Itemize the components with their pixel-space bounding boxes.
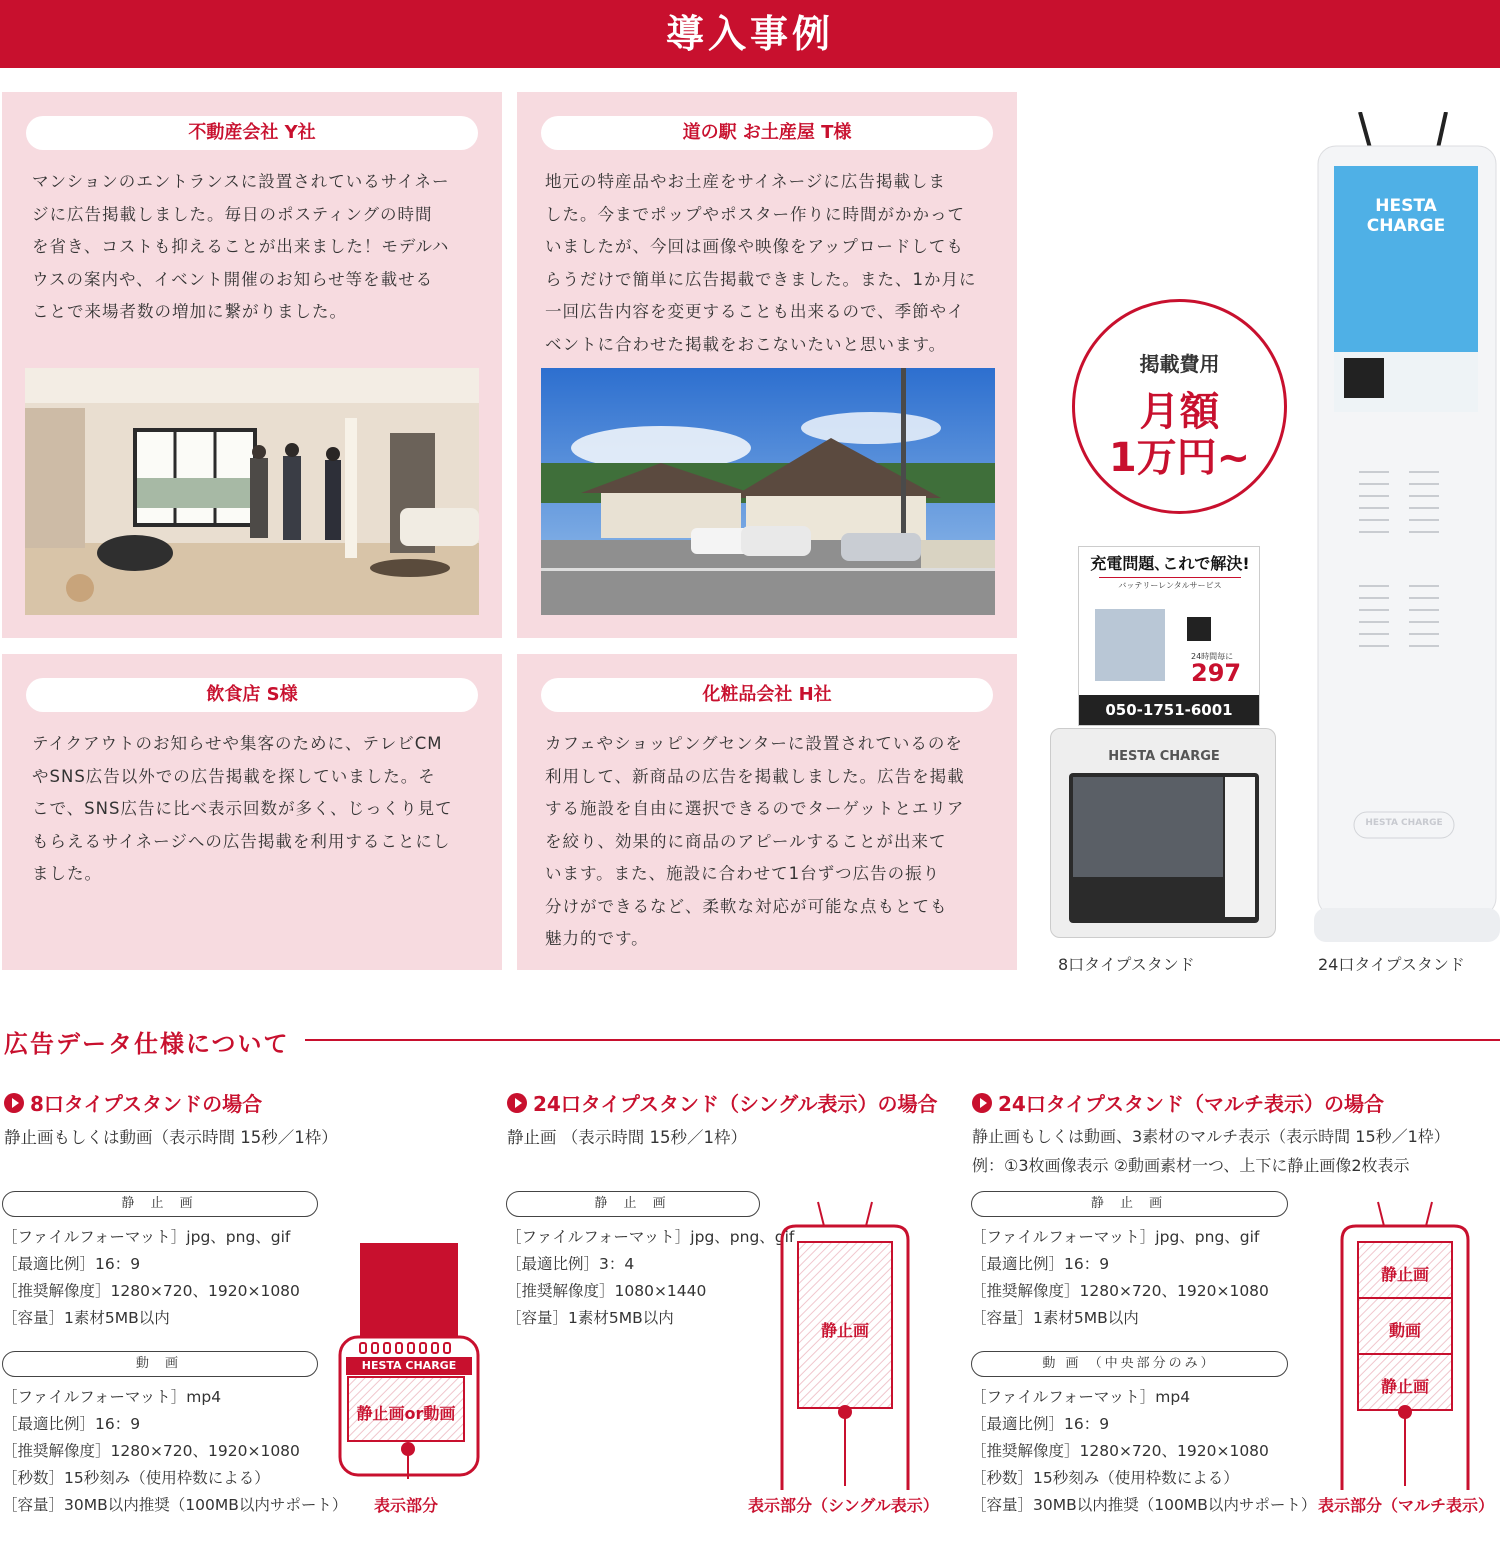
spec-line: ［推奨解像度］1280×720、1920×1080 <box>2 1442 300 1460</box>
case-text <box>32 166 482 329</box>
spec-group-label: 静 止 画 <box>971 1191 1288 1217</box>
spec-line: ［容量］1素材5MB以内 <box>2 1309 170 1327</box>
roadside-station-photo <box>541 368 995 615</box>
spec-desc: 静止画もしくは動画、3素材のマルチ表示（表示時間 15秒／1枠） <box>972 1127 1450 1146</box>
case-panel-restaurant <box>2 654 502 970</box>
spec-desc: 例：①3枚画像表示 ②動画素材一つ、上下に静止画像2枚表示 <box>972 1156 1410 1175</box>
poster-price-prefix: 24時間毎に <box>1191 652 1234 661</box>
price-monthly: 月額 <box>1139 389 1220 435</box>
diagram-24-multi <box>1340 1200 1470 1490</box>
small-stand-caption: 8口タイプスタンド <box>1058 955 1195 974</box>
spec-desc: 静止画 （表示時間 15秒／1枠） <box>507 1128 747 1147</box>
diagram-screen-label: 静止画or動画 <box>356 1404 456 1423</box>
spec-group-label: 静 止 画 <box>506 1191 760 1217</box>
spec-line: ［ファイルフォーマット］jpg、png、gif <box>2 1228 291 1246</box>
spec-group-label: 静 止 画 <box>2 1191 318 1217</box>
price-label: 掲載費用 <box>1139 352 1220 376</box>
case-title: 不動産会社 Y社 <box>26 116 478 150</box>
poster-sub: バッテリーレンタルサービス <box>1099 577 1241 591</box>
spec-line: ［秒数］15秒刻み（使用枠数による） <box>2 1469 270 1487</box>
case-panel-roadside-station <box>517 92 1017 638</box>
case-text-line: テイクアウトのお知らせや集客のために、テレビCM <box>32 734 443 753</box>
case-text-line: 分けができるなど、柔軟な対応が可能な点もとても <box>545 896 948 916</box>
diagram-caption: 表示部分（マルチ表示） <box>1318 1496 1495 1515</box>
spec-line: ［ファイルフォーマット］jpg、png、gif <box>506 1228 795 1246</box>
spec-line: ［最適比例］16：9 <box>971 1255 1110 1273</box>
case-title: 飲食店 S様 <box>26 678 478 712</box>
spec-line: ［最適比例］16：9 <box>2 1415 141 1433</box>
spec-heading-text: 24口タイプスタンド（マルチ表示）の場合 <box>998 1092 1385 1116</box>
spec-line: ［推奨解像度］1280×720、1920×1080 <box>971 1442 1269 1460</box>
case-text-line: を絞り、効果的に商品のアピールすることが出来て <box>545 831 947 851</box>
spec-line: ［容量］30MB以内推奨（100MB以内サポート） <box>971 1496 1317 1514</box>
case-text-line: やSNS広告以外での広告掲載を探していました。そ <box>32 766 436 786</box>
section-divider <box>305 1039 1500 1041</box>
spec-line: ［ファイルフォーマット］jpg、png、gif <box>971 1228 1260 1246</box>
tall-stand-body-logo: HESTA CHARGE <box>1365 818 1443 828</box>
case-panel-cosmetics <box>517 654 1017 970</box>
spec-line: ［推奨解像度］1280×720、1920×1080 <box>2 1282 300 1300</box>
case-text <box>545 728 1000 956</box>
case-text-line: ジに広告掲載しました。毎日のポスティングの時間 <box>32 204 433 224</box>
poster-board <box>1078 546 1260 726</box>
case-text-line: 地元の特産品やお土産をサイネージに広告掲載しま <box>545 172 946 191</box>
case-text-line: 一回広告内容を変更することも出来るので、季節やイ <box>545 302 965 321</box>
spec-line: ［推奨解像度］1080×1440 <box>506 1282 707 1300</box>
small-stand <box>1050 728 1276 938</box>
case-text-line: こで、SNS広告に比べ表示回数が多く、じっくり見て <box>32 799 453 818</box>
price-badge <box>1072 299 1287 514</box>
case-text-line: いましたが、今回は画像や映像をアップロードしても <box>545 237 964 256</box>
diagram-bottom-label: 静止画 <box>1380 1377 1429 1396</box>
spec-line: ［最適比例］16：9 <box>971 1415 1110 1433</box>
diagram-8-slot <box>338 1243 480 1479</box>
spec-line: ［推奨解像度］1280×720、1920×1080 <box>971 1282 1269 1300</box>
spec-heading-24-single <box>507 1088 938 1117</box>
play-icon <box>4 1093 24 1113</box>
diagram-caption: 表示部分（シングル表示） <box>748 1496 939 1515</box>
diagram-middle-label: 動画 <box>1388 1321 1421 1340</box>
spec-line: ［最適比例］3：4 <box>506 1255 635 1273</box>
tall-stand-brand: HESTA CHARGE <box>1366 196 1446 236</box>
case-text-line: ウスの案内や、イベント開催のお知らせ等を載せる <box>32 269 434 289</box>
spec-section-title: 広告データ仕様について <box>4 1030 290 1058</box>
poster-price: 297 <box>1191 659 1242 687</box>
spec-line: ［容量］1素材5MB以内 <box>506 1309 674 1327</box>
case-title: 道の駅 お土産屋 T様 <box>541 116 993 150</box>
case-title: 化粧品会社 H社 <box>541 678 993 712</box>
spec-line: ［最適比例］16：9 <box>2 1255 141 1273</box>
spec-heading-8-slot <box>4 1088 262 1117</box>
case-text-line: を省き、コストも抑えることが出来ました！モデルハ <box>32 237 450 256</box>
diagram-caption: 表示部分 <box>374 1496 439 1515</box>
case-panel-real-estate <box>2 92 502 638</box>
case-text-line: カフェやショッピングセンターに設置されているのを <box>545 734 963 753</box>
case-text <box>545 166 1000 361</box>
case-text-line: います。また、施設に合わせて1台ずつ広告の振り <box>545 864 941 883</box>
interior-photo <box>25 368 479 615</box>
spec-line: ［ファイルフォーマット］mp4 <box>971 1388 1191 1406</box>
spec-desc: 静止画もしくは動画（表示時間 15秒／1枠） <box>4 1128 338 1147</box>
spec-heading-text: 8口タイプスタンドの場合 <box>30 1092 263 1116</box>
diagram-top-label: 静止画 <box>1380 1265 1429 1284</box>
case-text-line: マンションのエントランスに設置されているサイネー <box>32 172 450 191</box>
small-stand-brand: HESTA CHARGE <box>1108 749 1220 764</box>
case-text-line: もらえるサイネージへの広告掲載を利用することにし <box>32 831 451 851</box>
case-text-line: 利用して、新商品の広告を掲載しました。広告を掲載 <box>545 766 965 786</box>
spec-line: ［ファイルフォーマット］mp4 <box>2 1388 222 1406</box>
case-text-line: ベントに合わせた掲載をおこないたいと思います。 <box>545 334 947 354</box>
tall-stand-caption: 24口タイプスタンド <box>1318 955 1465 974</box>
poster-headline: 充電問題､これで解決! <box>1090 554 1250 573</box>
case-text-line: ました。 <box>32 864 102 883</box>
poster-qr <box>1187 617 1211 641</box>
case-text-line: らうだけで簡単に広告掲載できました。また、1か月に <box>545 269 977 289</box>
case-text-line: した。今までポップやポスター作りに時間がかかって <box>545 204 965 224</box>
play-icon <box>972 1093 992 1113</box>
poster-phone-number: 050-1751-6001 <box>1079 695 1259 725</box>
poster-phone-image <box>1095 609 1165 681</box>
case-text-line: ことで来場者数の増加に繋がりました。 <box>32 302 347 321</box>
diagram-brand: HESTA CHARGE <box>361 1359 457 1372</box>
spec-heading-text: 24口タイプスタンド（シングル表示）の場合 <box>533 1092 938 1116</box>
diagram-24-single <box>780 1200 910 1490</box>
spec-line: ［容量］1素材5MB以内 <box>971 1309 1139 1327</box>
page-title: 導入事例 <box>0 0 1500 68</box>
price-amount: 1万円~ <box>1108 435 1251 481</box>
spec-line: ［容量］30MB以内推奨（100MB以内サポート） <box>2 1496 348 1514</box>
small-stand-screen <box>1069 773 1259 923</box>
spec-group-label: 動 画 （中央部分のみ） <box>971 1351 1288 1377</box>
tall-stand <box>1314 112 1500 942</box>
spec-line: ［秒数］15秒刻み（使用枠数による） <box>971 1469 1239 1487</box>
case-text-line: する施設を自由に選択できるのでターゲットとエリア <box>545 799 965 818</box>
case-text <box>32 728 482 891</box>
spec-group-label: 動 画 <box>2 1351 318 1377</box>
diagram-screen-label: 静止画 <box>820 1321 869 1340</box>
spec-heading-24-multi <box>972 1088 1384 1117</box>
case-text-line: 魅力的です。 <box>545 929 649 948</box>
play-icon <box>507 1093 527 1113</box>
